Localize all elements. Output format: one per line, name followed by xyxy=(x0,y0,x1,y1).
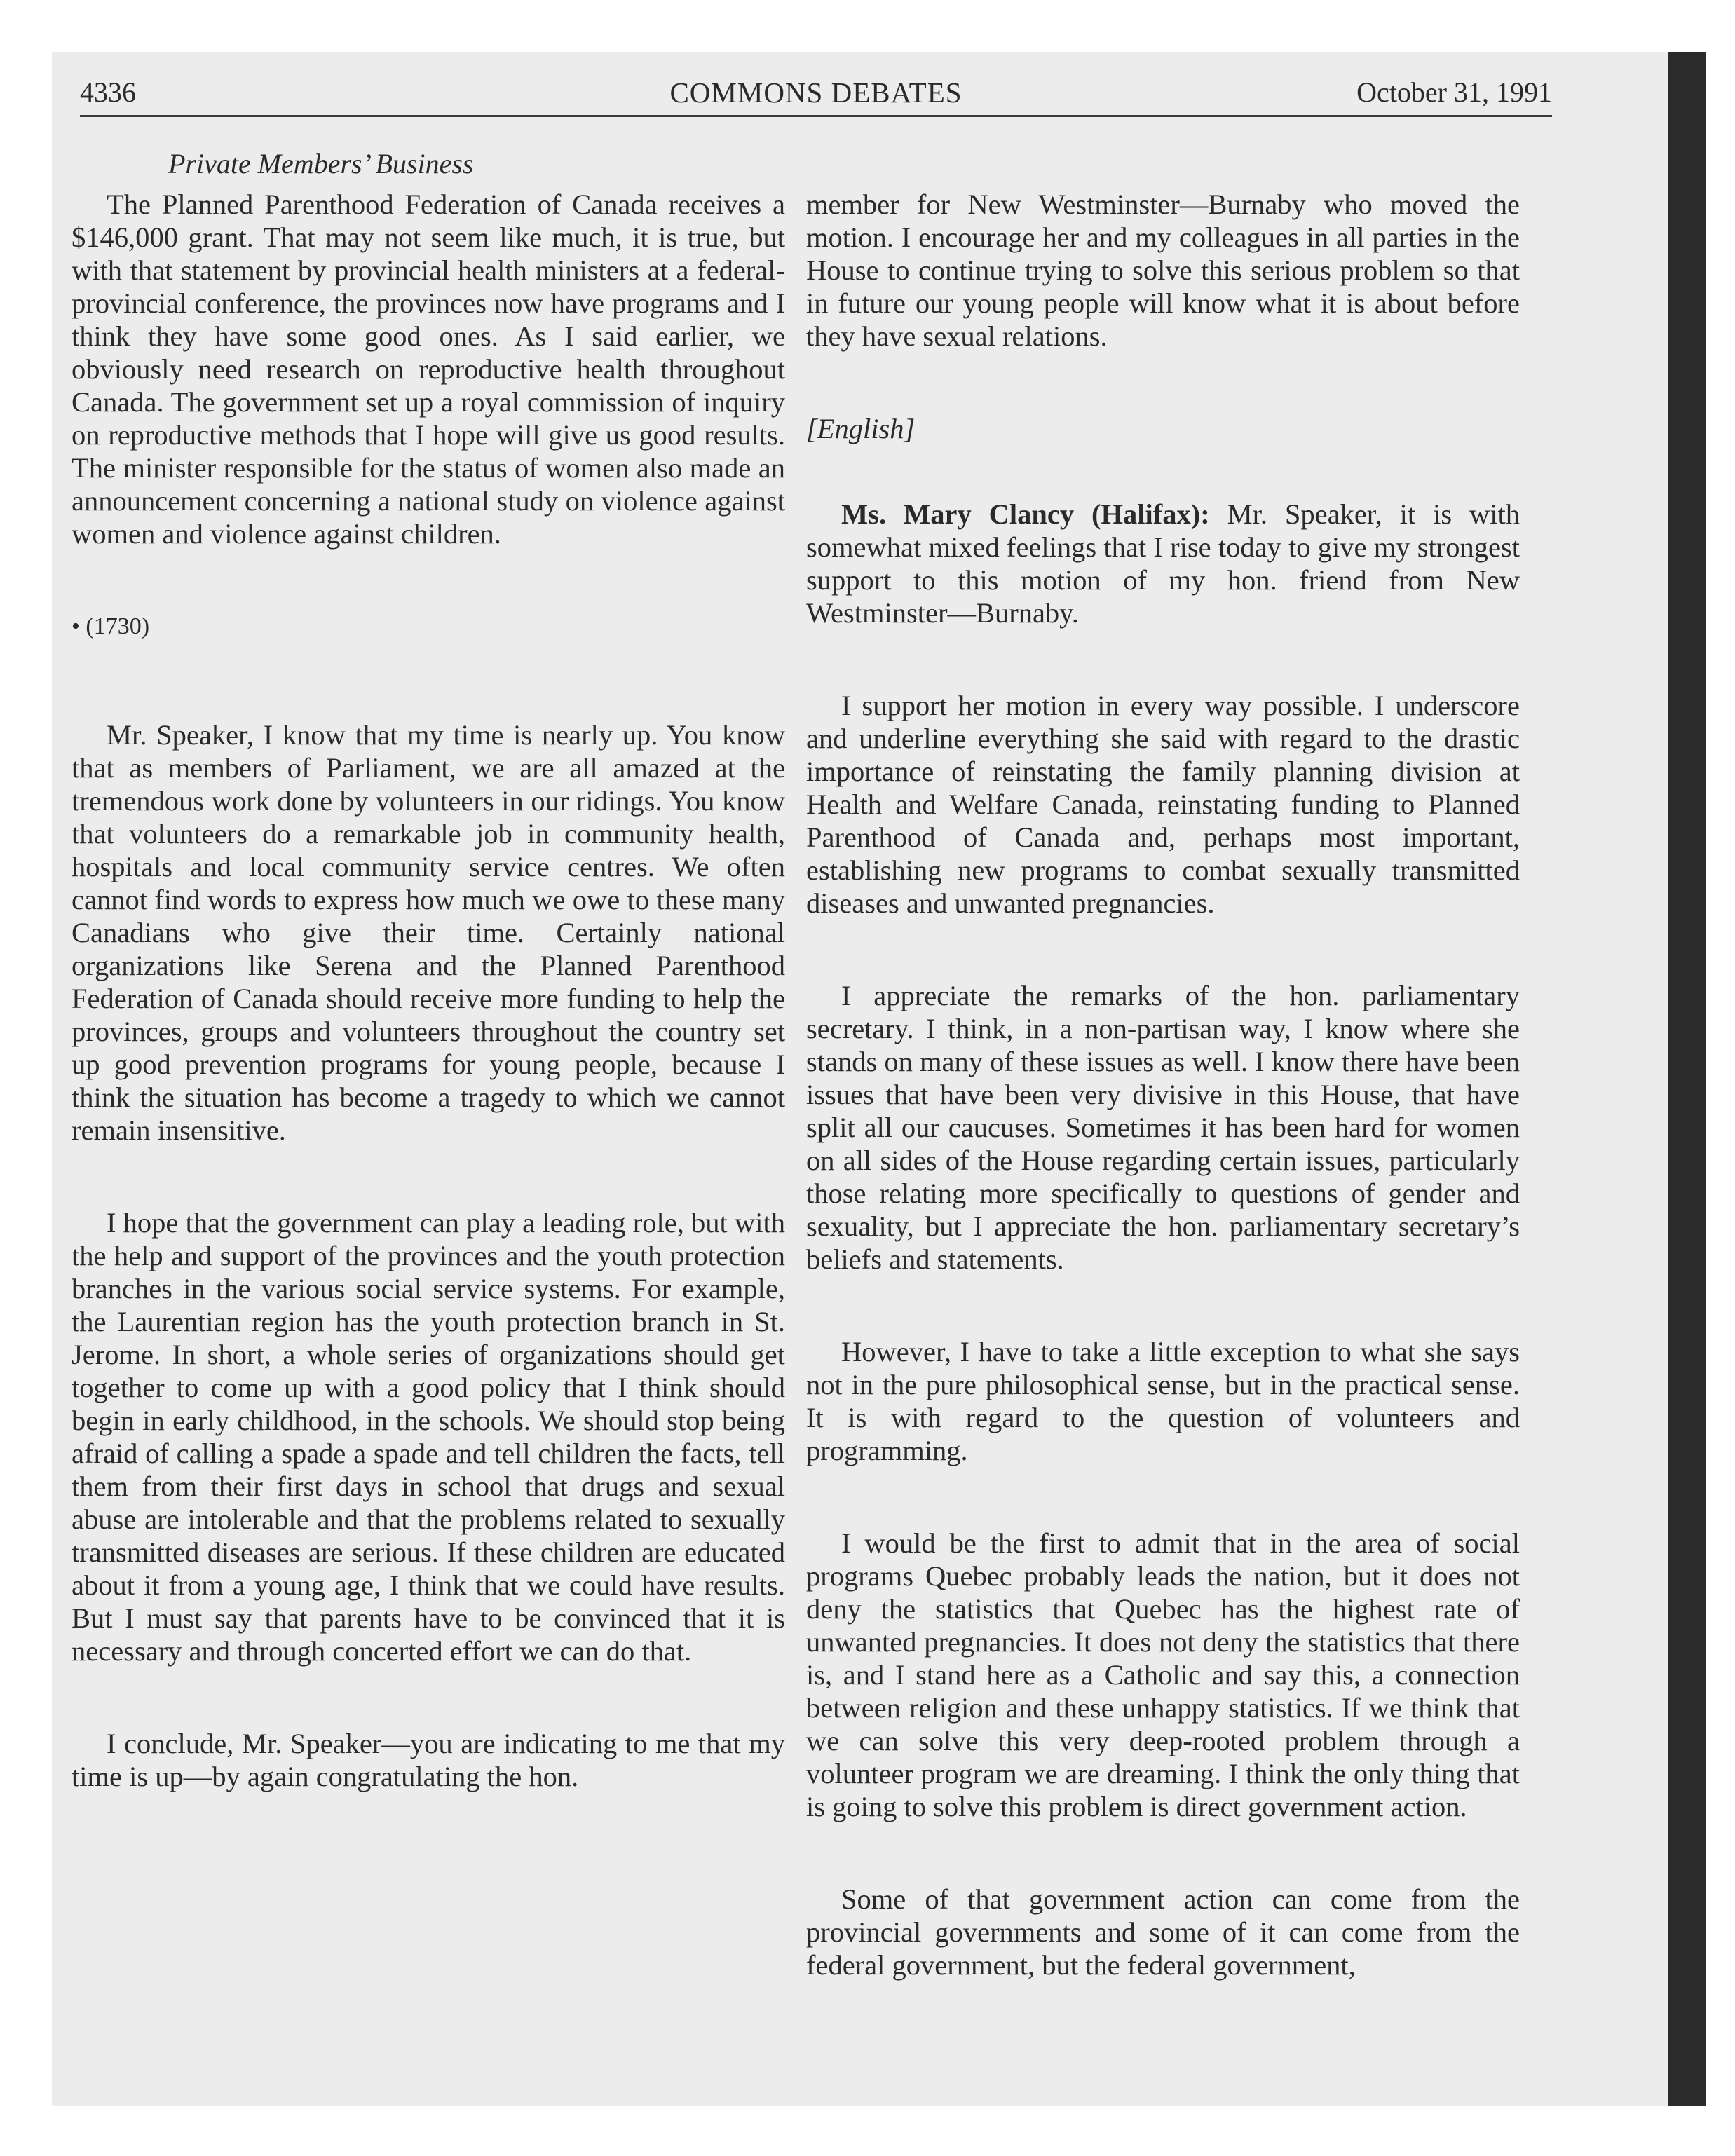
paragraph: I appreciate the remarks of the hon. parliamentary secretary. I think, in a non-partisan way, I know where she stands on many of these issues as well. I know there have been issues that have been very divisive in this House, that have split all our caucuses. Sometimes it has been hard for women on all sides of the House regarding certain issues, particularly those relating more specifically to questions of gender and sexuality, but I appreciate the hon. parliamentary secretary’s beliefs and statements. xyxy=(806,980,1520,1275)
time-stamp: • (1730) xyxy=(72,613,150,639)
speech-paragraph xyxy=(806,498,1520,629)
speech-text: Mr. Speaker, it is with somewhat mixed feelings that I rise today to give my strongest support to this motion of my hon. friend from New Westminster—Burnaby. xyxy=(806,498,1520,629)
paragraph: Mr. Speaker, I know that my time is nearly up. You know that as members of Parliament, we are all amazed at the tremendous work done by volunteers in our ridings. You know that volunteers do a remarkable job in community health, hospitals and local community service centres. We often cannot find words to express how much we owe to these many Canadians who give their time. Certainly national organizations like Serena and the Planned Parenthood Federation of Canada should receive more funding to help the provinces, groups and volunteers throughout the country set up good prevention programs for young people, because I think the situation has become a tragedy to which we cannot remain insensitive. xyxy=(72,719,785,1146)
section-label: Private Members’ Business xyxy=(168,148,474,179)
header-rule xyxy=(80,115,1552,117)
language-marker: [English] xyxy=(806,413,916,444)
paragraph: member for New Westminster—Burnaby who moved the motion. I encourage her and my colleagues in all parties in the House to continue trying to solve this serious problem so that in future our young people will know what it is about before they have sexual relations. xyxy=(806,189,1520,352)
page-number: 4336 xyxy=(80,76,136,108)
paragraph: Some of that government action can come from the provincial governments and some of it can come from the federal government, but the federal government, xyxy=(806,1883,1520,1981)
paragraph: I conclude, Mr. Speaker—you are indicating to me that my time is up—by again congratulating the hon. xyxy=(72,1728,785,1792)
paragraph: However, I have to take a little exception to what she says not in the pure philosophical sense, but in the practical sense. It is with regard to the question of volunteers and programming. xyxy=(806,1336,1520,1466)
paragraph: I hope that the government can play a leading role, but with the help and support of the provinces and the youth protection branches in the various social service systems. For example, the Laurentian region has the youth protection branch in St. Jerome. In short, a whole series of organizations should get together to come up with a good policy that I think should begin in early childhood, in the schools. We should stop being afraid of calling a spade a spade and tell children the facts, tell them from their first days in school that drugs and sexual abuse are intolerable and that the problems related to sexually transmitted diseases are serious. If these children are educated about it from a young age, I think that we could have results. But I must say that parents have to be convinced that it is necessary and through concerted effort we can do that. xyxy=(72,1207,785,1667)
left-column xyxy=(72,188,785,1793)
speaker-name: Ms. Mary Clancy (Halifax): xyxy=(841,498,1210,530)
page-date: October 31, 1991 xyxy=(1356,76,1552,108)
paragraph: I support her motion in every way possible. I underscore and underline everything she said with regard to the drastic importance of reinstating the family planning division at Health and Welfare Canada, reinstating funding to Planned Parenthood of Canada and, perhaps most important, establishing new programs to combat sexually transmitted diseases and unwanted pregnancies. xyxy=(806,690,1520,919)
scan-edge-shadow xyxy=(1668,52,1706,2106)
paragraph: The Planned Parenthood Federation of Canada receives a $146,000 grant. That may not seem like much, it is true, but with that statement by provincial health ministers at a federal-provincial conference, the provinces now have programs and I think they have some good ones. As I said earlier, we obviously need research on reproductive health throughout Canada. The government set up a royal commission of inquiry on reproductive methods that I hope will give us good results. The minister responsible for the status of women also made an announcement concerning a national study on violence against women and violence against children. xyxy=(72,189,785,550)
paragraph: I would be the first to admit that in the area of social programs Quebec probably leads the nation, but it does not deny the statistics that Quebec has the highest rate of unwanted pregnancies. It does not deny the statistics that there is, and I stand here as a Catholic and say this, a connection between religion and these unhappy statistics. If we think that we can solve this very deep-rooted problem through a volunteer program we are dreaming. I think the only thing that is going to solve this problem is direct government action. xyxy=(806,1527,1520,1822)
journal-title: COMMONS DEBATES xyxy=(669,76,962,109)
right-column xyxy=(806,188,1520,1981)
page-header xyxy=(80,76,1552,119)
